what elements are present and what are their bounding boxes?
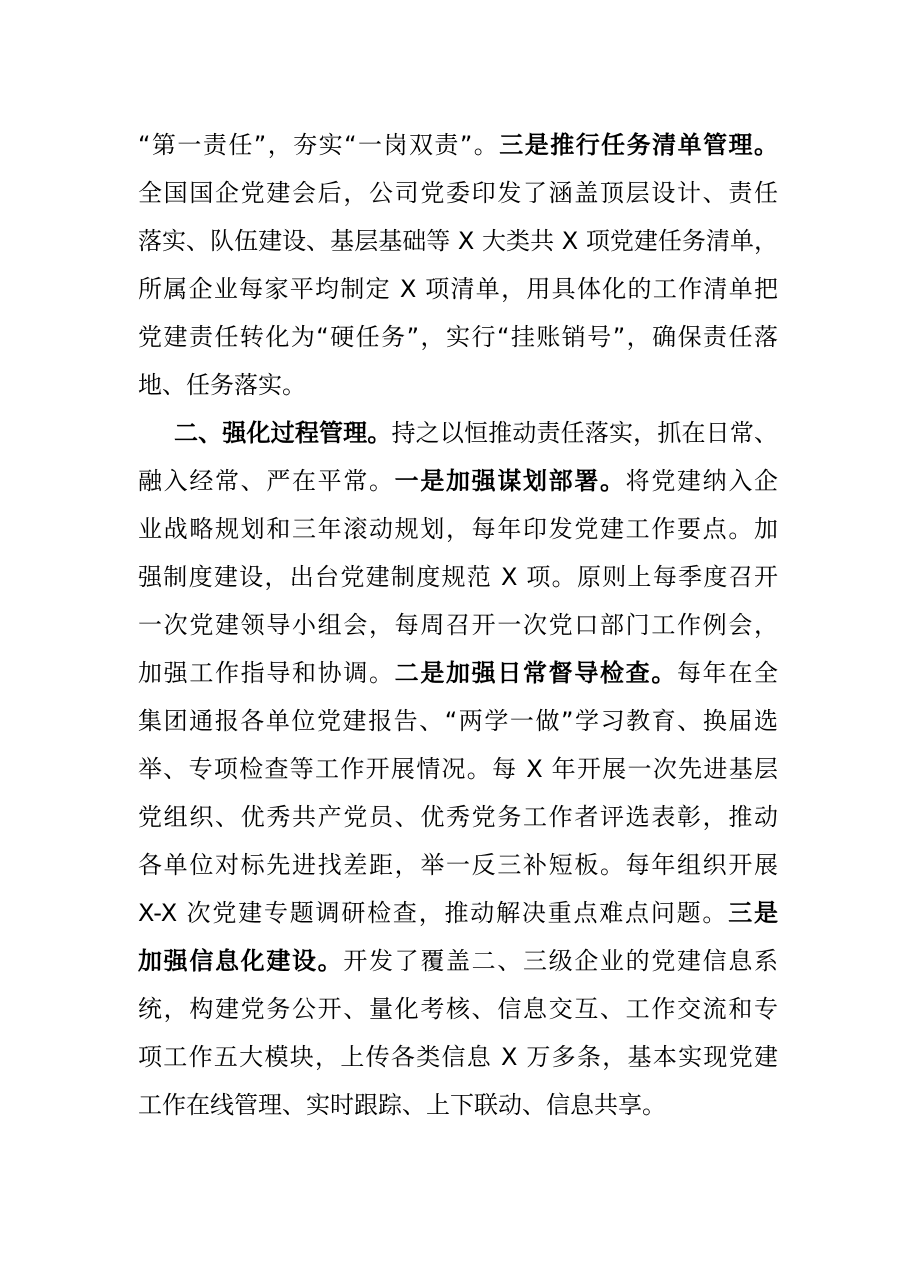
text-run: 地、任务落实。 xyxy=(138,371,306,399)
text-line xyxy=(138,989,778,1029)
text-line xyxy=(138,1085,778,1125)
text-run: 加强工作指导和协调。 xyxy=(138,659,395,687)
text-run: 项工作五大模块，上传各类信息 X 万多条，基本实现党建 xyxy=(138,1043,778,1071)
text-line xyxy=(138,557,778,597)
text-run: 党建责任转化为“硬任务”，实行“挂账销号”，确保责任落 xyxy=(138,323,778,351)
text-run: 所属企业每家平均制定 X 项清单，用具体化的工作清单把 xyxy=(138,275,778,303)
text-line xyxy=(138,845,778,885)
text-run: 工作在线管理、实时跟踪、上下联动、信息共享。 xyxy=(138,1091,666,1119)
text-line xyxy=(138,125,778,165)
text-line xyxy=(138,1037,778,1077)
bold-heading: 一是加强谋划部署。 xyxy=(394,467,626,495)
text-line xyxy=(138,461,778,501)
text-run: 党组织、优秀共产党员、优秀党务工作者评选表彰，推动 xyxy=(138,803,778,831)
text-run: 将党建纳入企 xyxy=(625,467,779,495)
bold-heading: 三是 xyxy=(728,899,779,927)
text-line xyxy=(138,269,778,309)
text-run: 落实、队伍建设、基层基础等 X 大类共 X 项党建任务清单， xyxy=(138,227,778,255)
section-heading: 二、强化过程管理。 xyxy=(174,419,392,447)
text-run: 每年在全 xyxy=(677,659,779,687)
text-line xyxy=(138,173,778,213)
text-run: 统，构建党务公开、量化考核、信息交互、工作交流和专 xyxy=(138,995,778,1023)
text-run: 各单位对标先进找差距，举一反三补短板。每年组织开展 xyxy=(138,851,778,879)
text-line xyxy=(138,365,778,405)
text-run: 强制度建设，出台党建制度规范 X 项。原则上每季度召开 xyxy=(138,563,778,591)
text-run: 融入经常、严在平常。 xyxy=(138,467,395,495)
text-line xyxy=(138,605,778,645)
text-line xyxy=(138,749,778,789)
text-run: 一次党建领导小组会，每周召开一次党口部门工作例会， xyxy=(138,611,778,639)
text-line xyxy=(138,893,778,933)
text-line xyxy=(174,413,778,453)
text-run: “第一责任”，夯实“一岗双责”。 xyxy=(138,131,500,159)
text-line xyxy=(138,509,778,549)
text-run: 集团通报各单位党建报告、“两学一做”学习教育、换届选 xyxy=(138,707,778,735)
bold-heading: 三是推行任务清单管理。 xyxy=(499,131,779,159)
text-line xyxy=(138,797,778,837)
text-run: 开发了覆盖二、三级企业的党建信息系 xyxy=(343,947,779,975)
text-line xyxy=(138,653,778,693)
text-run: 全国国企党建会后，公司党委印发了涵盖顶层设计、责任 xyxy=(138,179,778,207)
text-line xyxy=(138,701,778,741)
bold-heading: 二是加强日常督导检查。 xyxy=(394,659,678,687)
text-line xyxy=(138,221,778,261)
text-line xyxy=(138,317,778,357)
text-run: 举、专项检查等工作开展情况。每 X 年开展一次先进基层 xyxy=(138,755,778,783)
text-run: X-X 次党建专题调研检查，推动解决重点难点问题。 xyxy=(138,899,729,927)
bold-heading: 加强信息化建设。 xyxy=(138,947,344,975)
text-run: 持之以恒推动责任落实，抓在日常、 xyxy=(391,419,778,447)
text-line xyxy=(138,941,778,981)
text-run: 业战略规划和三年滚动规划，每年印发党建工作要点。加 xyxy=(138,515,778,543)
